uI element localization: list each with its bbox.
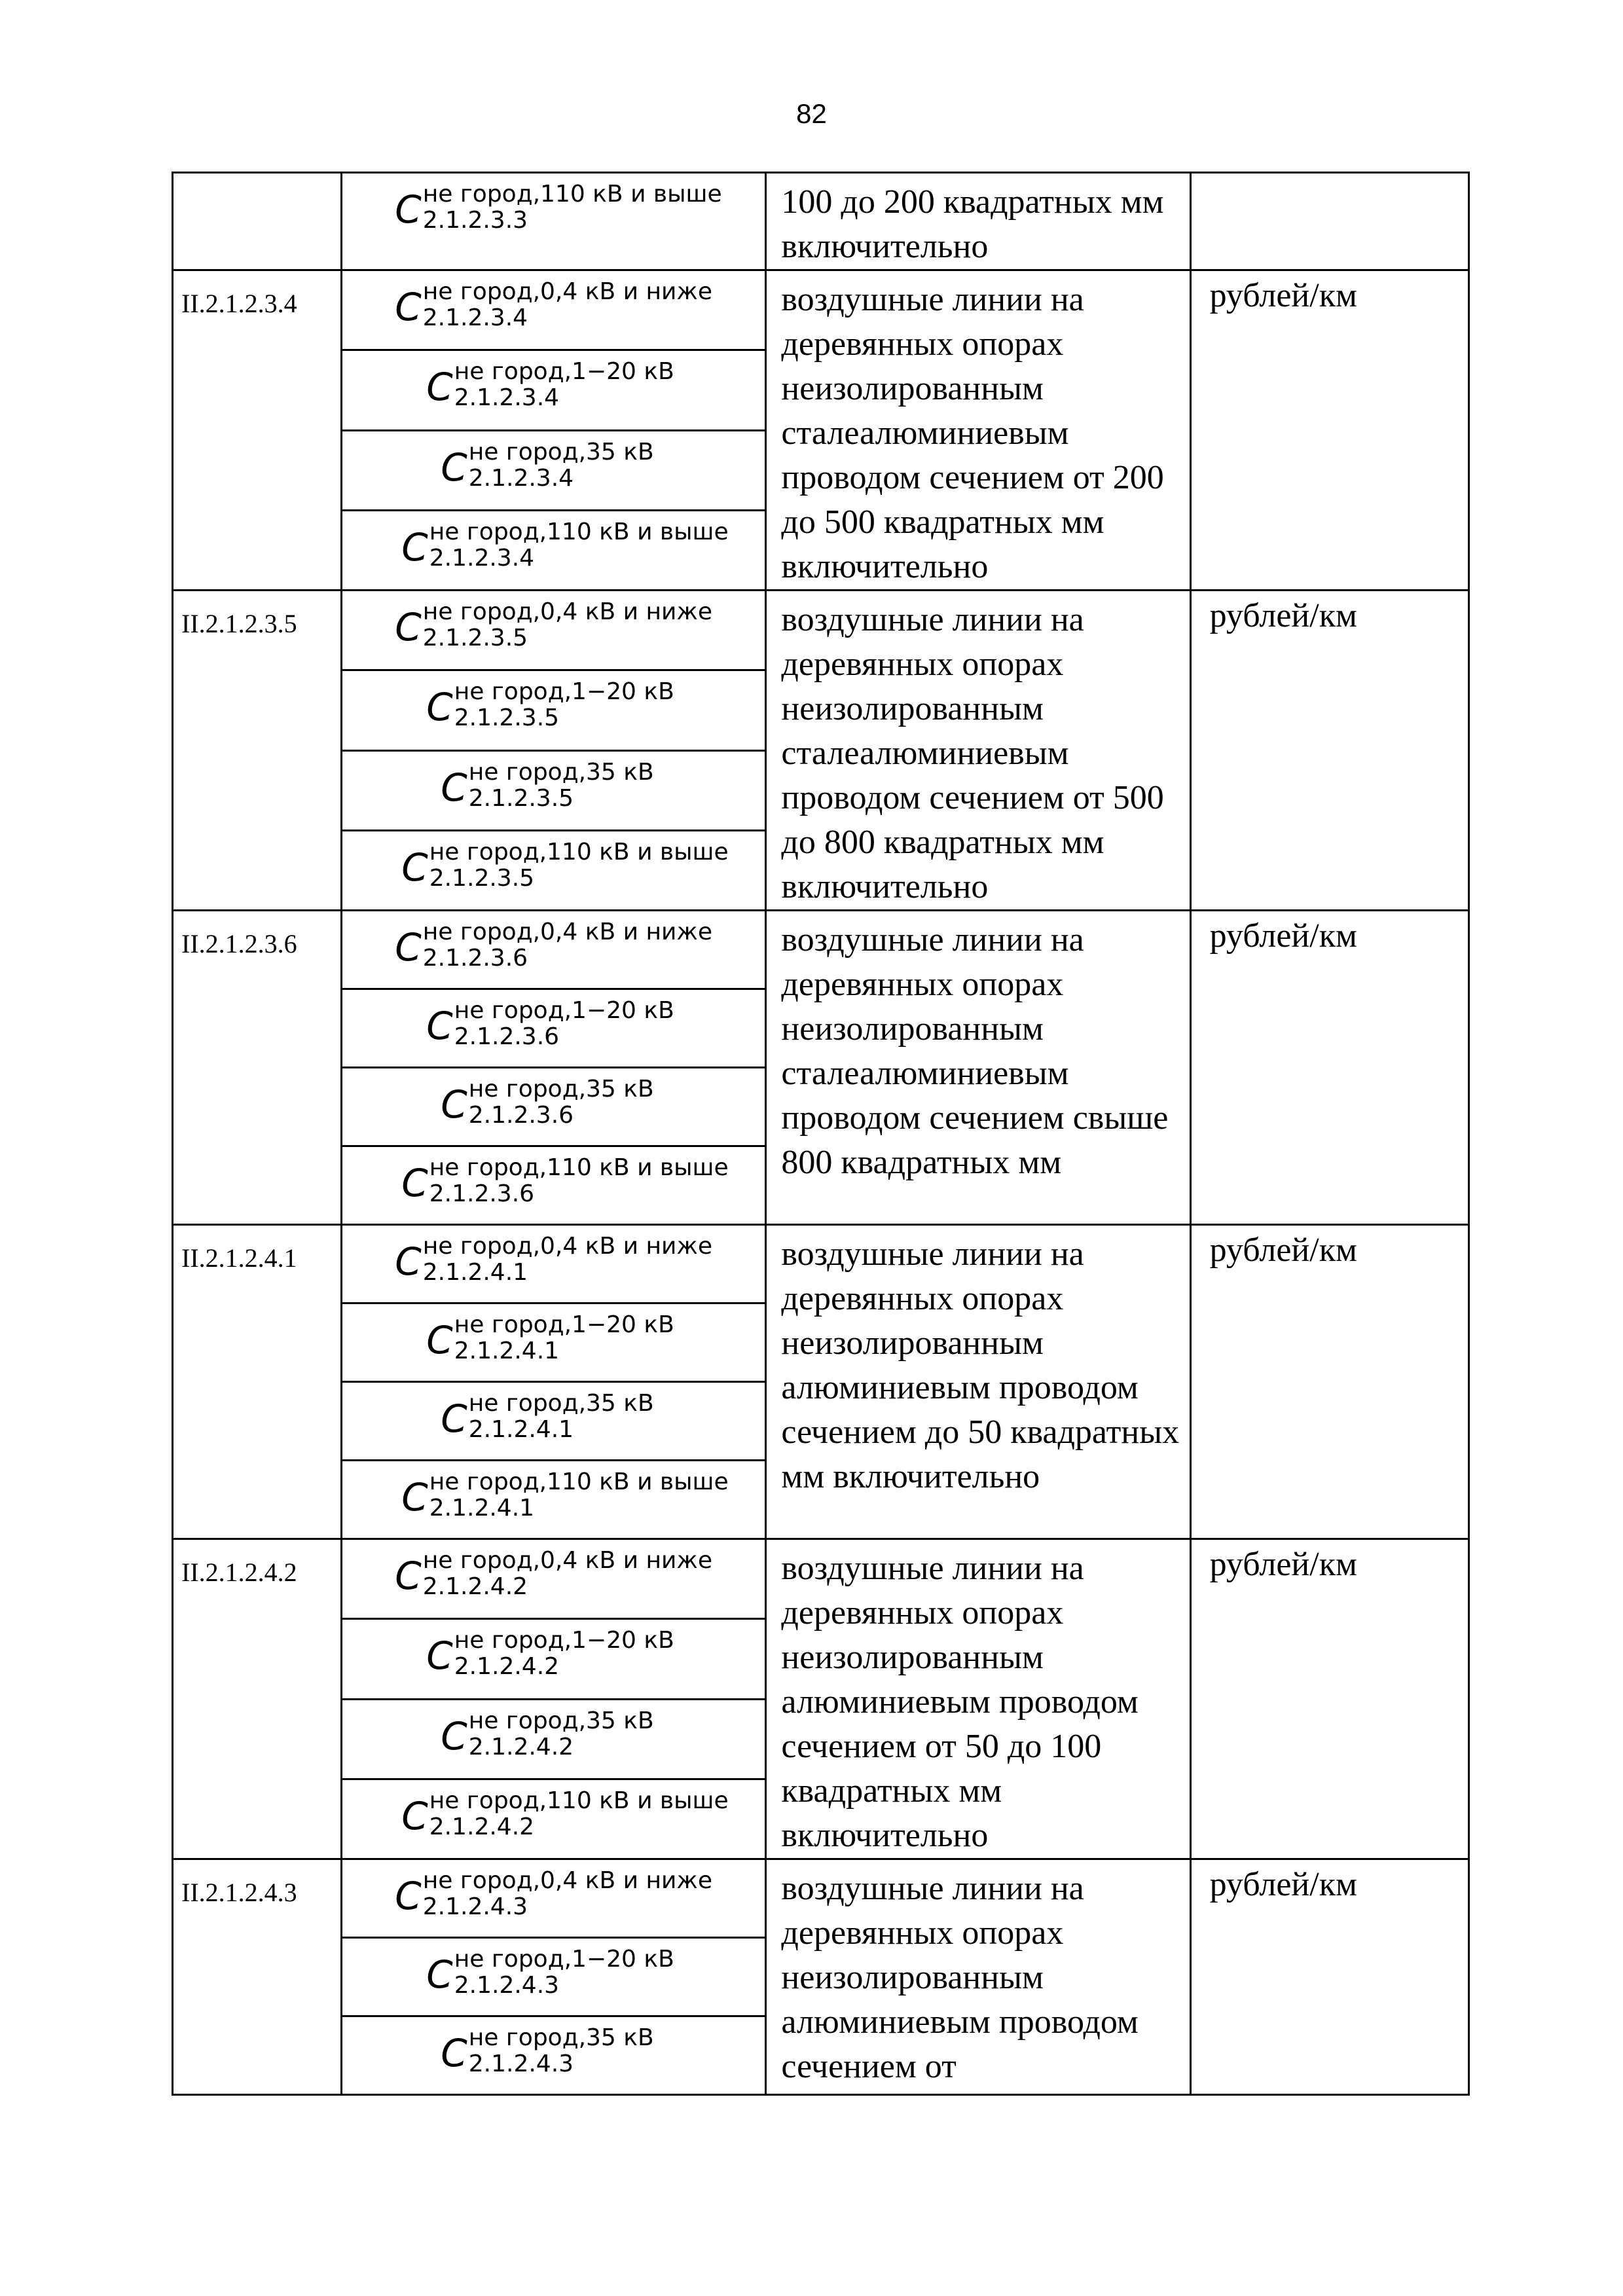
formula-cell [342, 1699, 766, 1779]
formula-superscript: не город,1−20 кВ [454, 678, 674, 706]
formula-superscript: не город,110 кВ и выше [429, 838, 729, 866]
table-row [173, 591, 1469, 670]
formula [441, 1708, 765, 1760]
formula-symbol: C [426, 1633, 453, 1679]
formula-cell [342, 1539, 766, 1619]
formula-cell [342, 750, 766, 830]
code-cell: II.2.1.2.4.2 [173, 1539, 342, 1859]
description-cell: воздушные линии на деревянных опорах неизолированным сталеалюминиевым проводом сечением от 200 до 500 квадратных мм включительно [766, 270, 1190, 591]
code-cell: II.2.1.2.3.6 [173, 911, 342, 1225]
formula-cell [342, 1382, 766, 1461]
unit-cell: рублей/км [1190, 1225, 1468, 1539]
formula-symbol: C [395, 605, 422, 649]
formula-cell [342, 989, 766, 1068]
formula-subscript: 2.1.2.3.5 [468, 784, 574, 812]
table-row [173, 1859, 1469, 1938]
formula-superscript: не город,1−20 кВ [454, 1946, 674, 1973]
formula-subscript: 2.1.2.4.2 [454, 1653, 560, 1681]
tariff-table [172, 172, 1470, 2096]
formula-subscript: 2.1.2.4.1 [422, 1259, 528, 1286]
formula-superscript: не город,110 кВ и выше [429, 1468, 729, 1495]
formula [395, 1868, 765, 1920]
formula-cell [342, 911, 766, 989]
formula [395, 181, 765, 234]
formula-superscript: не город,1−20 кВ [454, 1311, 674, 1338]
formula-superscript: не город,1−20 кВ [454, 358, 674, 386]
formula-superscript: не город,35 кВ [468, 758, 654, 786]
formula [401, 1788, 765, 1840]
formula-cell [342, 1303, 766, 1382]
formula-cell [342, 1461, 766, 1539]
unit-cell: рублей/км [1190, 591, 1468, 911]
unit-cell: рублей/км [1190, 1859, 1468, 2095]
formula-cell [342, 2016, 766, 2095]
formula [441, 439, 765, 492]
formula [401, 1469, 765, 1522]
description-cell: воздушные линии на деревянных опорах неизолированным алюминиевым проводом сечением от [766, 1859, 1190, 2095]
code-cell [173, 173, 342, 270]
formula-subscript: 2.1.2.3.4 [454, 384, 560, 412]
formula-superscript: не город,0,4 кВ и ниже [422, 278, 712, 305]
formula-superscript: не город,35 кВ [468, 1707, 654, 1734]
formula [401, 519, 765, 572]
table-row [173, 173, 1469, 270]
formula [426, 998, 765, 1050]
formula-symbol: C [441, 765, 467, 810]
unit-cell [1190, 173, 1468, 270]
formula-cell [342, 591, 766, 670]
formula-subscript: 2.1.2.4.2 [468, 1733, 574, 1760]
description-cell: воздушные линии на деревянных опорах неизолированным сталеалюминиевым проводом сечением свыше 800 квадратных мм [766, 911, 1190, 1225]
formula-superscript: не город,35 кВ [468, 1390, 654, 1417]
code-cell: II.2.1.2.3.5 [173, 591, 342, 911]
formula-cell [342, 670, 766, 750]
formula-subscript: 2.1.2.4.1 [429, 1495, 535, 1522]
description-cell: воздушные линии на деревянных опорах неизолированным сталеалюминиевым проводом сечением от 500 до 800 квадратных мм включительно [766, 591, 1190, 911]
formula-superscript: не город,35 кВ [468, 2024, 654, 2051]
formula-subscript: 2.1.2.3.5 [429, 864, 535, 892]
formula [426, 679, 765, 731]
formula-subscript: 2.1.2.3.4 [429, 544, 535, 572]
formula-symbol: C [426, 1004, 453, 1048]
code-cell: II.2.1.2.4.1 [173, 1225, 342, 1539]
formula-superscript: не город,1−20 кВ [454, 1627, 674, 1654]
formula-superscript: не город,0,4 кВ и ниже [422, 1547, 712, 1574]
table-row [173, 1225, 1469, 1303]
formula-symbol: C [401, 1475, 428, 1520]
formula-superscript: не город,110 кВ и выше [429, 518, 729, 545]
formula-superscript: не город,110 кВ и выше [429, 1154, 729, 1181]
formula-symbol: C [426, 1952, 453, 1997]
formula-subscript: 2.1.2.3.6 [429, 1180, 535, 1207]
page-number: 82 [796, 98, 827, 129]
formula [395, 1548, 765, 1600]
formula [401, 1155, 765, 1207]
formula-subscript: 2.1.2.3.6 [454, 1023, 560, 1050]
formula-cell [342, 1225, 766, 1303]
formula-symbol: C [395, 187, 422, 232]
code-cell: II.2.1.2.3.4 [173, 270, 342, 591]
formula-subscript: 2.1.2.3.5 [422, 625, 528, 651]
formula-cell [342, 510, 766, 590]
formula-subscript: 2.1.2.4.3 [468, 2050, 574, 2077]
code-cell: II.2.1.2.4.3 [173, 1859, 342, 2095]
formula-subscript: 2.1.2.4.1 [468, 1416, 574, 1443]
formula-symbol: C [426, 685, 453, 730]
formula-superscript: не город,110 кВ и выше [429, 1787, 729, 1814]
formula [395, 279, 765, 331]
formula-subscript: 2.1.2.4.1 [454, 1338, 560, 1364]
unit-cell: рублей/км [1190, 1539, 1468, 1859]
formula-subscript: 2.1.2.3.4 [468, 464, 574, 492]
formula [426, 1312, 765, 1364]
unit-cell: рублей/км [1190, 911, 1468, 1225]
formula-symbol: C [426, 365, 453, 410]
formula [395, 1233, 765, 1286]
formula-cell [342, 270, 766, 350]
formula-cell [342, 430, 766, 510]
formula-symbol: C [395, 1239, 422, 1284]
formula-cell [342, 1619, 766, 1699]
formula-superscript: не город,0,4 кВ и ниже [422, 1867, 712, 1894]
table-row [173, 911, 1469, 989]
formula-subscript: 2.1.2.4.2 [429, 1813, 535, 1840]
formula-symbol: C [401, 845, 428, 890]
formula-symbol: C [441, 2031, 467, 2075]
formula-cell [342, 1779, 766, 1859]
formula-subscript: 2.1.2.4.3 [454, 1972, 560, 1999]
formula-superscript: не город,110 кВ и выше [422, 181, 722, 208]
formula [441, 2025, 765, 2077]
formula [426, 1946, 765, 1999]
formula [441, 1076, 765, 1129]
formula-subscript: 2.1.2.4.2 [422, 1573, 528, 1600]
formula [395, 919, 765, 972]
formula [395, 599, 765, 651]
formula-symbol: C [401, 1793, 428, 1838]
formula-cell [342, 1146, 766, 1225]
formula-cell [342, 173, 766, 270]
description-cell: воздушные линии на деревянных опорах неизолированным алюминиевым проводом сечением от 50 до 100 квадратных мм включительно [766, 1539, 1190, 1859]
formula-superscript: не город,0,4 кВ и ниже [422, 919, 712, 945]
formula-symbol: C [441, 1713, 467, 1758]
formula-subscript: 2.1.2.3.6 [422, 945, 528, 972]
formula [426, 1628, 765, 1680]
formula-superscript: не город,35 кВ [468, 438, 654, 465]
formula-symbol: C [441, 1396, 467, 1441]
formula-symbol: C [441, 1082, 467, 1127]
formula-symbol: C [401, 524, 428, 570]
formula [426, 359, 765, 411]
formula-subscript: 2.1.2.4.3 [422, 1893, 528, 1920]
table-row [173, 1539, 1469, 1619]
formula-symbol: C [395, 1874, 422, 1918]
table-row [173, 270, 1469, 350]
formula-symbol: C [401, 1161, 428, 1205]
formula [441, 759, 765, 812]
formula-symbol: C [395, 925, 422, 970]
formula-symbol: C [441, 445, 467, 490]
formula-superscript: не город,35 кВ [468, 1076, 654, 1102]
formula-symbol: C [395, 285, 422, 329]
formula-cell [342, 830, 766, 910]
formula-superscript: не город,0,4 кВ и ниже [422, 598, 712, 625]
formula-subscript: 2.1.2.3.4 [422, 304, 528, 331]
formula-symbol: C [426, 1318, 453, 1362]
formula-subscript: 2.1.2.3.6 [468, 1102, 574, 1129]
description-cell: 100 до 200 квадратных мм включительно [766, 173, 1190, 270]
formula [441, 1391, 765, 1443]
formula-cell [342, 350, 766, 430]
formula-cell [342, 1938, 766, 2016]
formula-symbol: C [395, 1554, 422, 1598]
unit-cell: рублей/км [1190, 270, 1468, 591]
formula-cell [342, 1859, 766, 1938]
formula-cell [342, 1068, 766, 1146]
description-cell: воздушные линии на деревянных опорах неизолированным алюминиевым проводом сечением до 50 квадратных мм включительно [766, 1225, 1190, 1539]
formula-subscript: 2.1.2.3.3 [422, 207, 528, 234]
formula-superscript: не город,1−20 кВ [454, 997, 674, 1024]
formula-subscript: 2.1.2.3.5 [454, 704, 560, 732]
formula-superscript: не город,0,4 кВ и ниже [422, 1233, 712, 1260]
formula [401, 839, 765, 892]
